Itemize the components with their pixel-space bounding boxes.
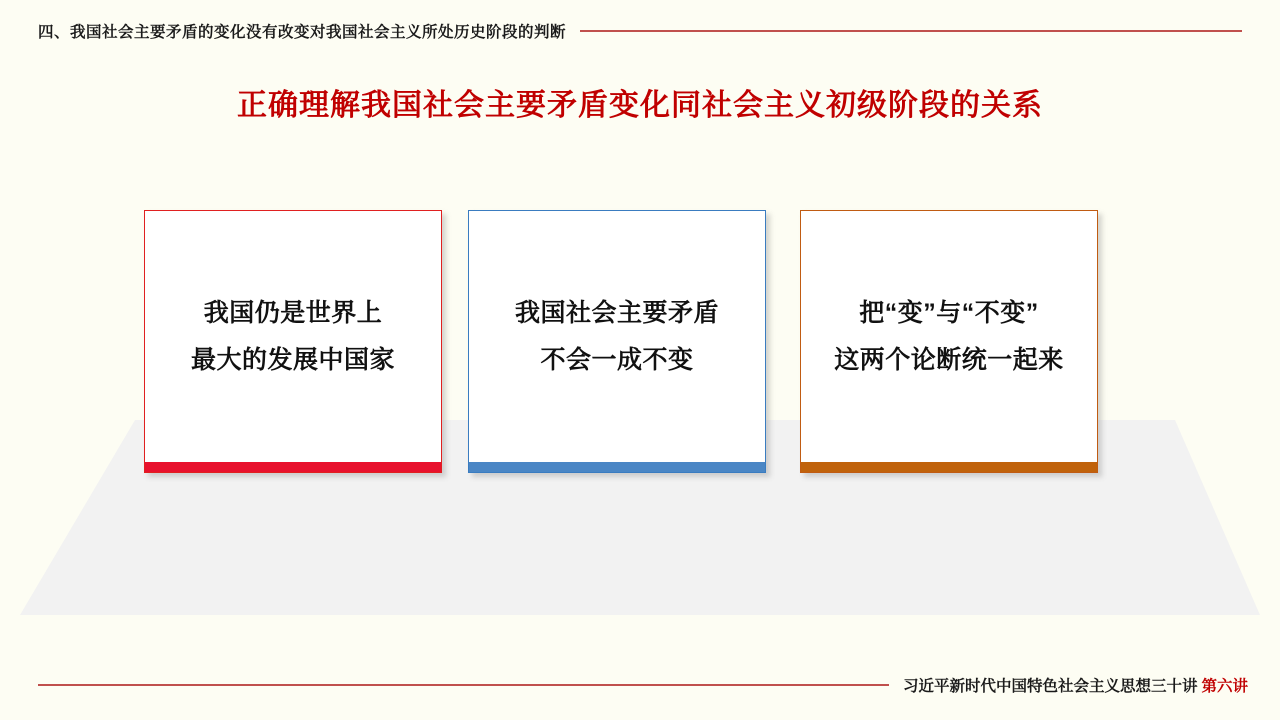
card-2-line-2: 不会一成不变 [540,345,694,374]
card-group [0,210,1280,480]
card-1-text [181,290,405,383]
lecture-badge: 第六讲 [1201,678,1248,695]
section-title: 四、我国社会主要矛盾的变化没有改变对我国社会主义所处历史阶段的判断 [38,24,567,41]
card-2-text [505,290,729,383]
footer-divider-line [38,684,889,686]
card-3-text [824,290,1074,383]
slide-footer [0,672,1280,698]
card-1-line-2: 最大的发展中国家 [190,345,395,374]
card-1-line-1: 我国仍是世界上 [203,299,383,328]
card-3-line-2: 这两个论断统一起来 [834,345,1064,374]
card-2-accent-bar [469,462,765,472]
slide-header [0,18,1280,44]
card-3-line-1: 把“变”与“不变” [859,299,1039,328]
content-card-3[interactable] [800,210,1098,473]
card-1-accent-bar [145,462,441,472]
content-card-1[interactable] [144,210,442,473]
card-2-line-1: 我国社会主要矛盾 [514,299,719,328]
course-title: 习近平新时代中国特色社会主义思想三十讲 [902,678,1198,695]
content-card-2[interactable] [468,210,766,473]
card-3-accent-bar [801,462,1097,472]
page-title: 正确理解我国社会主要矛盾变化同社会主义初级阶段的关系 [237,89,1043,122]
header-divider-line [580,30,1242,32]
